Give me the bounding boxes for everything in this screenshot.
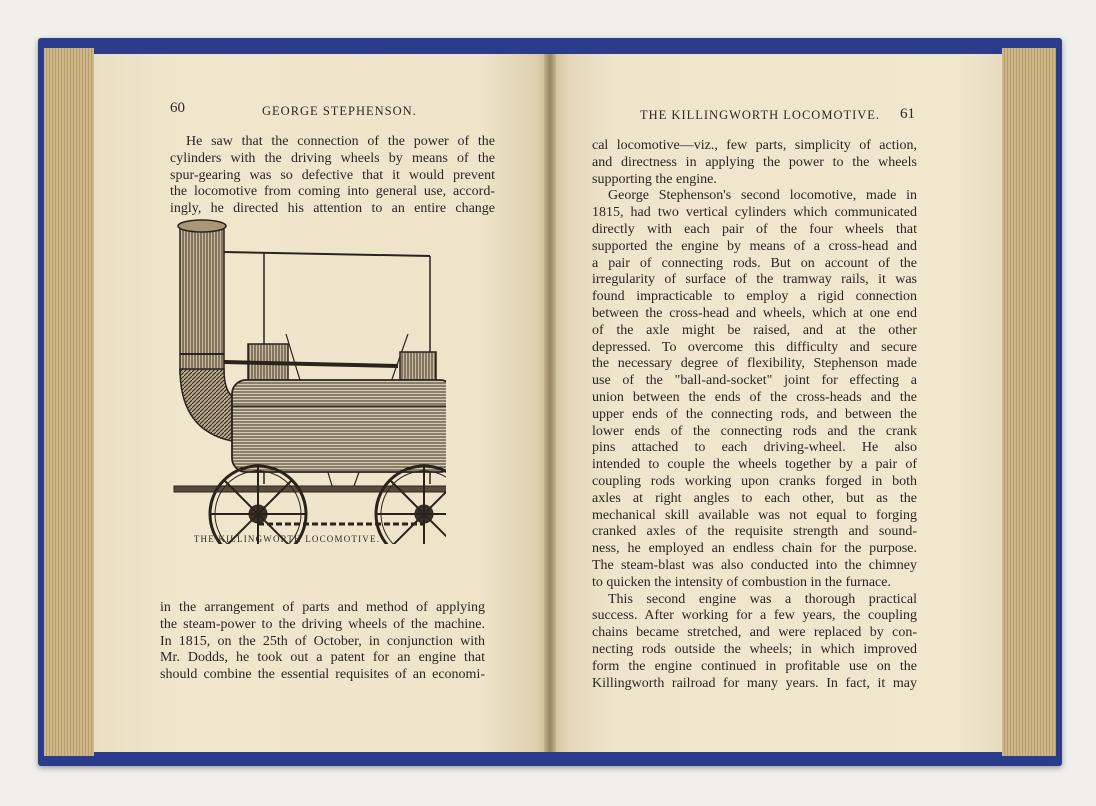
figure-caption: THE KILLINGWORTH LOCOMOTIVE. [193,534,381,544]
text-line: lower ends of the connecting rods and the crank [592,423,917,439]
right-page-number: 61 [900,106,915,122]
text-line: pins attached to each driving-wheel. He also [592,440,917,456]
text-line: intended to couple the wheels together by a pair of [592,457,917,473]
text-line: ness, he employed an endless chain for the purpose. [592,541,917,557]
text-line: This second engine was a thorough practical [608,591,917,607]
text-line: Mr. Dodds, he took out a patent for an engine that [160,650,485,666]
text-line: In 1815, on the 25th of October, in conjunction with [160,633,485,649]
locomotive-illustration [128,184,446,544]
text-line: coupling rods working upon cranks forged in both [592,473,917,489]
book-gutter [544,54,556,752]
text-line: upper ends of the connecting rods, and between the [592,406,917,422]
text-line: to quicken the intensity of combustion in the furnace. [592,574,891,590]
text-line: supported the engine by means of a cross-head and [592,238,917,254]
text-line: The steam-blast was also conducted into the chimney [592,557,917,573]
text-line: use of the "ball-and-socket" joint for effecting a [592,373,917,389]
text-line: between the cross-head and wheels, which at one end [592,305,917,321]
text-line: found impracticable to employ a rigid connection [592,289,917,305]
text-line: the steam-power to the driving wheels of the machine. [160,616,485,632]
text-line: George Stephenson's second locomotive, made in [608,188,917,204]
text-line: spur-gearing was so defective that it would prevent [170,167,495,183]
text-line: the locomotive from coming into general use, accord- [170,184,495,200]
text-line: 1815, had two vertical cylinders which communicated [592,205,917,221]
text-line: ingly, he directed his attention to an entire change [170,201,495,217]
text-line: success. After working for a few years, the coupling [592,608,917,624]
text-line: necting rods outside the wheels; in which improved [592,641,917,657]
left-running-head: GEORGE STEPHENSON. [262,104,417,118]
text-line: in the arrangement of parts and method of applying [160,600,485,615]
right-running-head: THE KILLINGWORTH LOCOMOTIVE. [640,108,881,122]
text-line: axles at right angles to each other, but as the [592,490,917,506]
text-line: He saw that the connection of the power of the [186,134,495,149]
text-line: of the axle might be raised, and at the other [592,322,917,338]
text-line: chains became stretched, and were replaced by con- [592,625,917,641]
text-line: form the engine continued in profitable use on the [592,658,917,674]
text-line: a pair of connecting rods. But on account of the [592,255,917,271]
text-line: should combine the essential requisites of an economi- [160,667,485,683]
text-line: supporting the engine. [592,171,717,187]
left-page-number: 60 [170,100,185,116]
text-line: union between the ends of the cross-heads and the [592,389,917,405]
text-line: cylinders with the driving wheels by means of the [170,150,495,166]
text-line: the necessary degree of flexibility, Stephenson made [592,356,917,372]
text-line: depressed. To overcome this difficulty and secure [592,339,917,355]
left-text-bottom [160,600,485,684]
right-page-edges [1002,48,1056,756]
text-line: mechanical skill available was not equal to forging [592,507,917,523]
right-text [592,138,917,692]
text-line: cal locomotive—viz., few parts, simplicity of action, [592,138,917,153]
text-line: irregularity of surface of the tramway rails, it was [592,272,917,288]
text-line: cranked axles of the requisite strength and sound- [592,524,917,540]
text-line: and directness in applying the power to the wheels [592,154,917,170]
text-line: directly with each pair of the four wheels that [592,221,917,237]
text-line: Killingworth railroad for many years. In fact, it may [592,675,917,691]
left-page-edges [44,48,94,756]
